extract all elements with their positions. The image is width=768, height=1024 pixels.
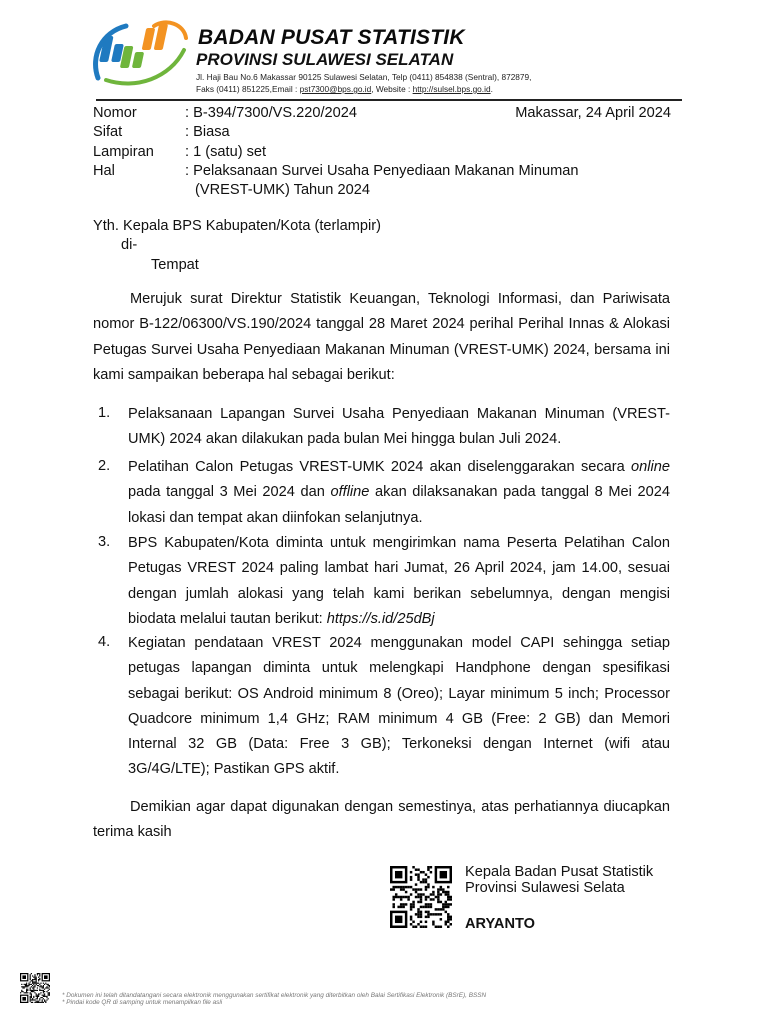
list-item-number: 4. [98,634,111,650]
footer-note-1: * Dokumen ini telah ditandatangani secara elektronik menggunakan sertifikat elektronik yang diterbitkan oleh Balai Sertifikasi Elektronik (BSrE), BSSN [62,992,487,999]
list-item-text: Kegiatan pendataan VREST 2024 menggunakan model CAPI sehingga setiap petugas lapangan diminta untuk melengkapi Handphone dengan spesifikasi sebagai berikut: OS Android minimum 8 (Oreo); Layar minimum 5 inch; Processor Quadcore minimum 1,4 GHz; RAM minimum 4 GB (Free: 2 GB) dan Memori Internal 32 GB (Data: Free 3 GB); Terkoneksi dengan Internet (wifi atau 3G/4G/LTE); Pastikan GPS aktif. [128,635,670,778]
org-sub-name: PROVINSI SULAWESI SELATAN [196,50,454,69]
item-2-text-e: akan dilaksanakan pada tanggal 8 Mei 2024 lokasi dan tempat akan diinfokan selanjutnya. [128,484,670,526]
place-date: Makassar, 24 April 2024 [515,105,671,121]
address-end: . [490,84,493,94]
list-item-text [128,455,670,531]
address-line-1: Jl. Haji Bau No.6 Makassar 90125 Sulawesi Selatan, Telp (0411) 854838 (Sentral), 872879, [196,72,532,82]
email-link[interactable]: pst7300@bps.go.id [299,84,372,94]
bps-logo [92,20,188,88]
hal-label: Hal [93,163,115,179]
intro-paragraph [93,287,670,388]
list-item-text [128,531,670,632]
form-link[interactable]: https://s.id/25dBj [326,610,435,627]
footer-note-2: * Pindai kode QR di samping untuk menampilkan file asli [62,999,223,1006]
online-term: online [631,459,670,475]
intro-text: Merujuk surat Direktur Statistik Keuangan, Teknologi Informasi, dan Pariwisata nomor B-122/06300/VS.190/2024 tanggal 28 Maret 2024 perihal Perihal Innas & Alokasi Petugas Survei Usaha Penyediaan Makanan Minuman (VREST-UMK) 2024, bersama ini kami sampaikan beberapa hal sebagai berikut: [93,291,670,383]
sifat-label: Sifat [93,124,123,140]
closing-paragraph [93,795,670,845]
nomor-value: : B-394/7300/VS.220/2024 [185,105,358,121]
signer-title-line2: Provinsi Sulawesi Selata [465,880,625,896]
closing-text: Demikian agar dapat digunakan dengan semestinya, atas perhatiannya diucapkan terima kasih [93,799,670,840]
website-label: , Website : [371,84,413,94]
item-2-text-a: Pelatihan Calon Petugas VREST-UMK 2024 akan diselenggarakan secara [128,459,632,475]
lampiran-value: : 1 (satu) set [185,144,267,160]
fax-text: Faks (0411) 851225,Email : [196,84,300,94]
lampiran-label: Lampiran [93,144,154,160]
list-item-number: 1. [98,405,111,421]
org-name: BADAN PUSAT STATISTIK [198,26,465,49]
addressee-place: Tempat [151,257,199,273]
addressee-line: Yth. Kepala BPS Kabupaten/Kota (terlampir) [93,218,381,234]
list-item-number: 3. [98,534,111,550]
item-2-text-c: pada tanggal 3 Mei 2024 dan [128,484,331,501]
document-qr-code [20,973,50,1003]
signer-title-line1: Kepala Badan Pusat Statistik [465,864,654,880]
header-rule [96,99,682,101]
signature-qr-code [390,866,452,928]
offline-term: offline [330,484,370,501]
list-item-number: 2. [98,458,111,474]
signer-name: ARYANTO [465,916,536,932]
address-line-2 [196,84,493,94]
list-item-text: Pelaksanaan Lapangan Survei Usaha Penyediaan Makanan Minuman (VREST-UMK) 2024 akan dilakukan pada bulan Mei hingga bulan Juli 2024. [128,406,670,448]
sifat-value: : Biasa [185,124,230,140]
addressee-di: di- [121,237,138,253]
item-3-text: BPS Kabupaten/Kota diminta untuk mengirimkan nama Peserta Pelatihan Calon Petugas VREST 2024 paling lambat hari Jumat, 26 April 2024, jam 14.00, sesuai dengan jumlah alokasi yang telah kami berikan sebelumnya, dengan mengisi biodata melalui tautan berikut: [128,535,670,627]
hal-value-line2: (VREST-UMK) Tahun 2024 [195,182,370,198]
hal-value-line1: : Pelaksanaan Survei Usaha Penyediaan Makanan Minuman [185,163,579,179]
nomor-label: Nomor [93,105,137,121]
website-link[interactable]: http://sulsel.bps.go.id [412,84,491,94]
